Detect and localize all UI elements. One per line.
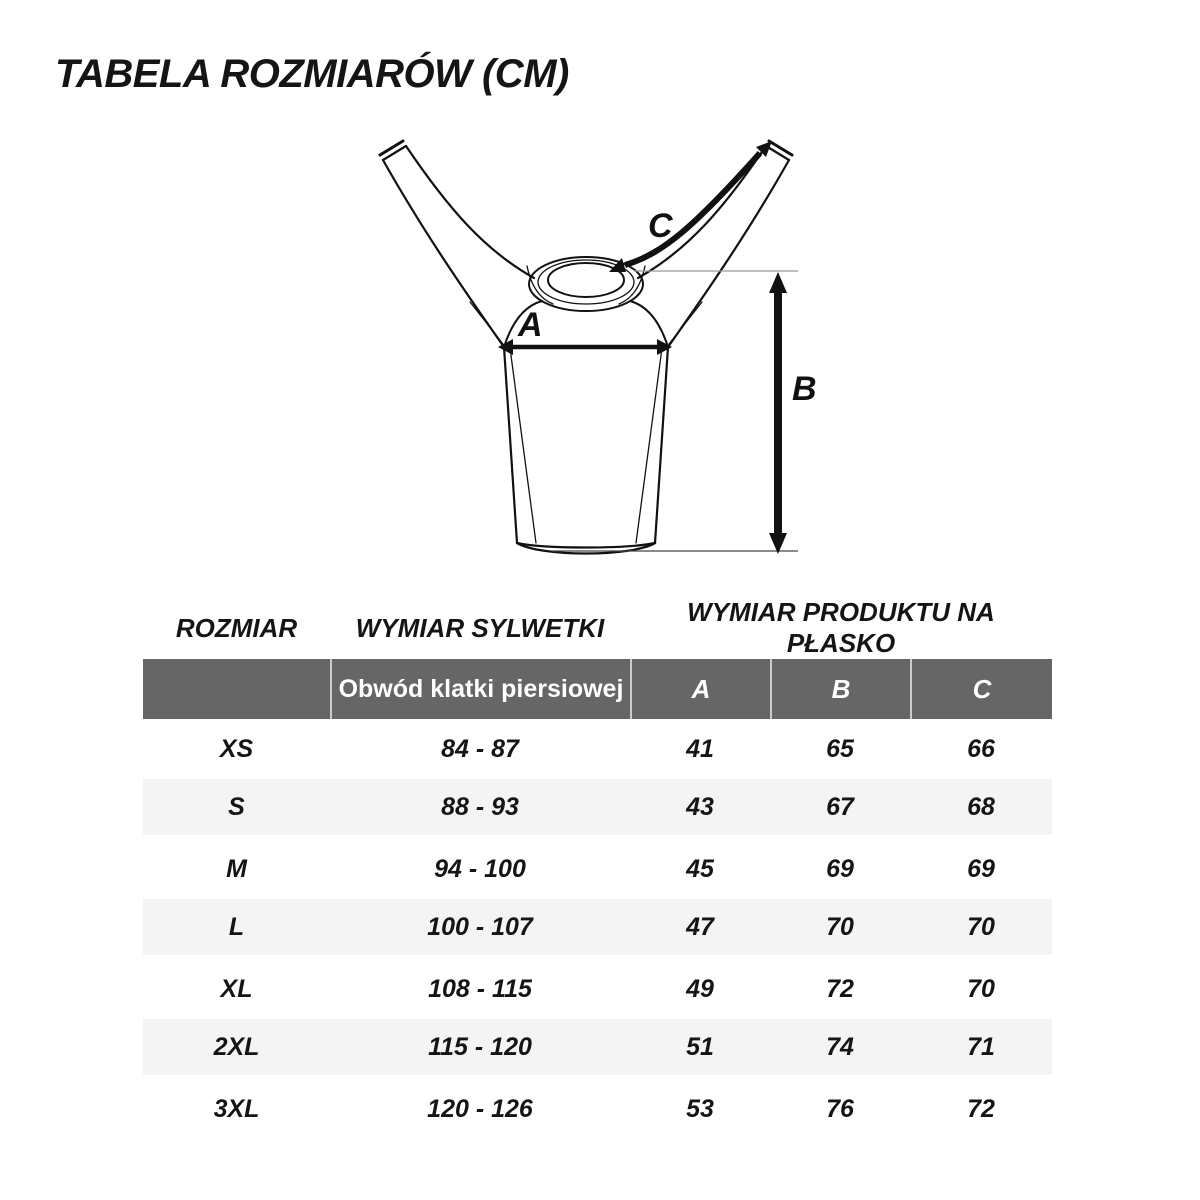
chest-value: 88 - 93 bbox=[441, 792, 519, 821]
b-value: 70 bbox=[826, 912, 854, 941]
b-value: 69 bbox=[826, 854, 854, 883]
a-value: 43 bbox=[686, 792, 714, 821]
table-row-m bbox=[143, 839, 1052, 899]
a-value: 53 bbox=[686, 1094, 714, 1123]
c-value: 69 bbox=[967, 854, 995, 883]
chest-value: 84 - 87 bbox=[441, 734, 519, 763]
header-chest: Obwód klatki piersiowej bbox=[330, 659, 630, 719]
page-title: TABELA ROZMIARÓW (CM) bbox=[55, 52, 569, 96]
size-label: S bbox=[228, 792, 245, 821]
table-header-row bbox=[143, 659, 1052, 719]
table-row-xl bbox=[143, 959, 1052, 1019]
b-value: 72 bbox=[826, 974, 854, 1003]
dimension-label-c: C bbox=[648, 207, 673, 245]
a-value: 49 bbox=[686, 974, 714, 1003]
header-c: C bbox=[910, 659, 1052, 719]
size-label: XS bbox=[219, 734, 254, 763]
header-a: A bbox=[630, 659, 770, 719]
b-value: 65 bbox=[826, 734, 854, 763]
a-value: 51 bbox=[686, 1032, 714, 1061]
c-value: 71 bbox=[967, 1032, 995, 1061]
table-row-xs bbox=[143, 719, 1052, 779]
column-group-wymiar-produktu: WYMIAR PRODUKTU NA PŁASKO bbox=[687, 597, 995, 658]
jersey-seams bbox=[470, 266, 702, 543]
b-value: 67 bbox=[826, 792, 854, 821]
column-group-wymiar-sylwetki: WYMIAR SYLWETKI bbox=[355, 612, 605, 643]
table-row-l bbox=[143, 899, 1052, 959]
size-label: L bbox=[228, 912, 245, 941]
dimension-label-a: A bbox=[518, 306, 543, 344]
garment-diagram bbox=[350, 118, 840, 593]
dimension-label-b: B bbox=[792, 370, 817, 408]
size-label: 3XL bbox=[213, 1094, 260, 1123]
chest-value: 115 - 120 bbox=[428, 1032, 532, 1061]
table-row-3xl bbox=[143, 1079, 1052, 1139]
c-value: 72 bbox=[967, 1094, 995, 1123]
b-value: 74 bbox=[826, 1032, 854, 1061]
a-value: 41 bbox=[686, 734, 714, 763]
a-value: 45 bbox=[686, 854, 714, 883]
c-value: 70 bbox=[967, 912, 995, 941]
b-value: 76 bbox=[826, 1094, 854, 1123]
size-label: XL bbox=[220, 974, 253, 1003]
c-value: 66 bbox=[967, 734, 995, 763]
size-table bbox=[143, 597, 1052, 1139]
size-label: M bbox=[226, 854, 247, 883]
size-label: 2XL bbox=[213, 1032, 260, 1061]
chest-value: 94 - 100 bbox=[434, 854, 526, 883]
column-group-rozmiar: ROZMIAR bbox=[175, 612, 298, 643]
c-value: 68 bbox=[967, 792, 995, 821]
table-row-2xl bbox=[143, 1019, 1052, 1079]
header-size-empty bbox=[143, 659, 330, 719]
chest-value: 100 - 107 bbox=[427, 912, 533, 941]
measurement-arrow-b bbox=[769, 272, 787, 554]
column-group-labels bbox=[143, 597, 1052, 658]
chest-value: 108 - 115 bbox=[428, 974, 532, 1003]
header-b: B bbox=[770, 659, 910, 719]
chest-value: 120 - 126 bbox=[427, 1094, 533, 1123]
a-value: 47 bbox=[686, 912, 714, 941]
measurement-arrow-c bbox=[609, 141, 772, 272]
table-row-s bbox=[143, 779, 1052, 839]
c-value: 70 bbox=[967, 974, 995, 1003]
